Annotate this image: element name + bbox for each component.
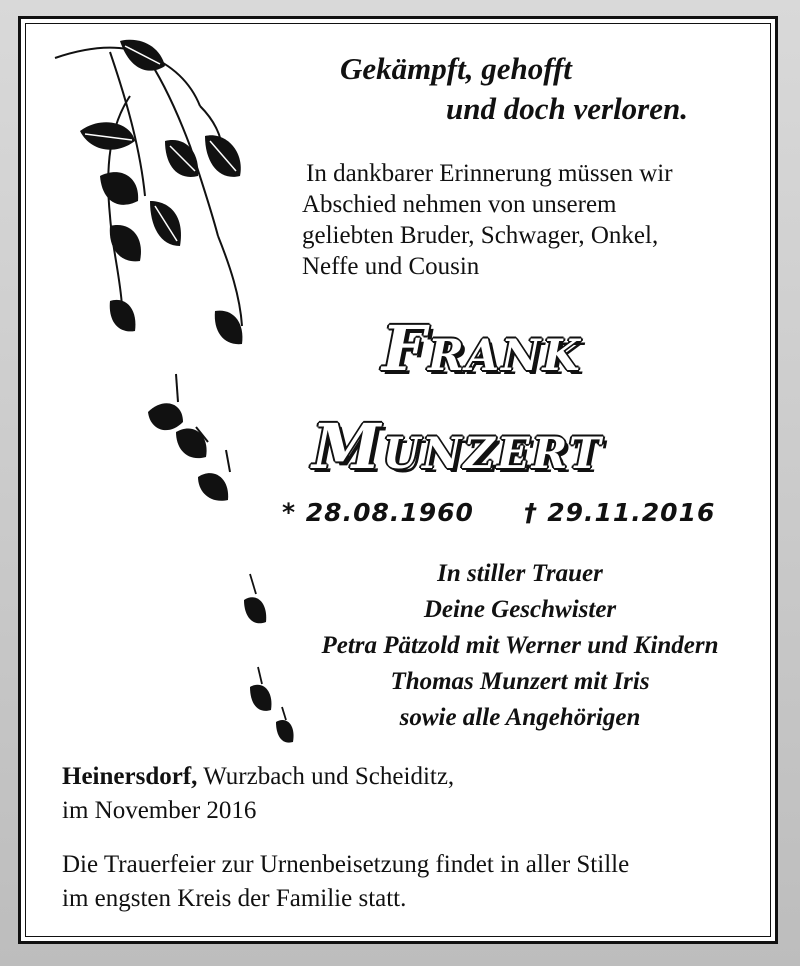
intro-text: [302, 158, 673, 282]
intro-line: geliebten Bruder, Schwager, Onkel,: [302, 222, 659, 249]
motto-line-1: Gekämpft, gehofft: [340, 51, 572, 86]
mourners-line: sowie alle Angehörigen: [399, 704, 641, 731]
funeral-notice: [62, 848, 629, 916]
mourners-line: Thomas Munzert mit Iris: [390, 668, 650, 695]
mourners-block: [240, 556, 800, 736]
leaf-branch-icon: [50, 36, 260, 366]
place-date: im November 2016: [62, 797, 257, 824]
motto-line-2: und doch verloren.: [446, 91, 688, 126]
place-bold: Heinersdorf,: [62, 763, 198, 790]
place-rest: Wurzbach und Scheiditz,: [197, 763, 455, 790]
mourners-line: Petra Pätzold mit Werner und Kindern: [321, 632, 719, 659]
mourners-line: In stiller Trauer: [437, 560, 603, 587]
deceased-first-name: Frank: [382, 312, 582, 385]
deceased-last-name: Munzert: [312, 410, 603, 483]
intro-line: Neffe und Cousin: [302, 253, 480, 280]
mourners-line: Deine Geschwister: [423, 596, 617, 623]
notice-line: Die Trauerfeier zur Urnenbeisetzung findet in aller Stille: [62, 851, 630, 878]
death-date: † 29.11.2016: [524, 498, 716, 527]
intro-line: Abschied nehmen von unserem: [302, 191, 617, 218]
falling-leaf-icon: [138, 372, 238, 512]
notice-line: im engsten Kreis der Familie statt.: [62, 885, 407, 912]
intro-line: In dankbarer Erinnerung müssen wir: [306, 160, 673, 187]
birth-date: * 28.08.1960: [282, 498, 474, 527]
place-block: [62, 760, 454, 828]
